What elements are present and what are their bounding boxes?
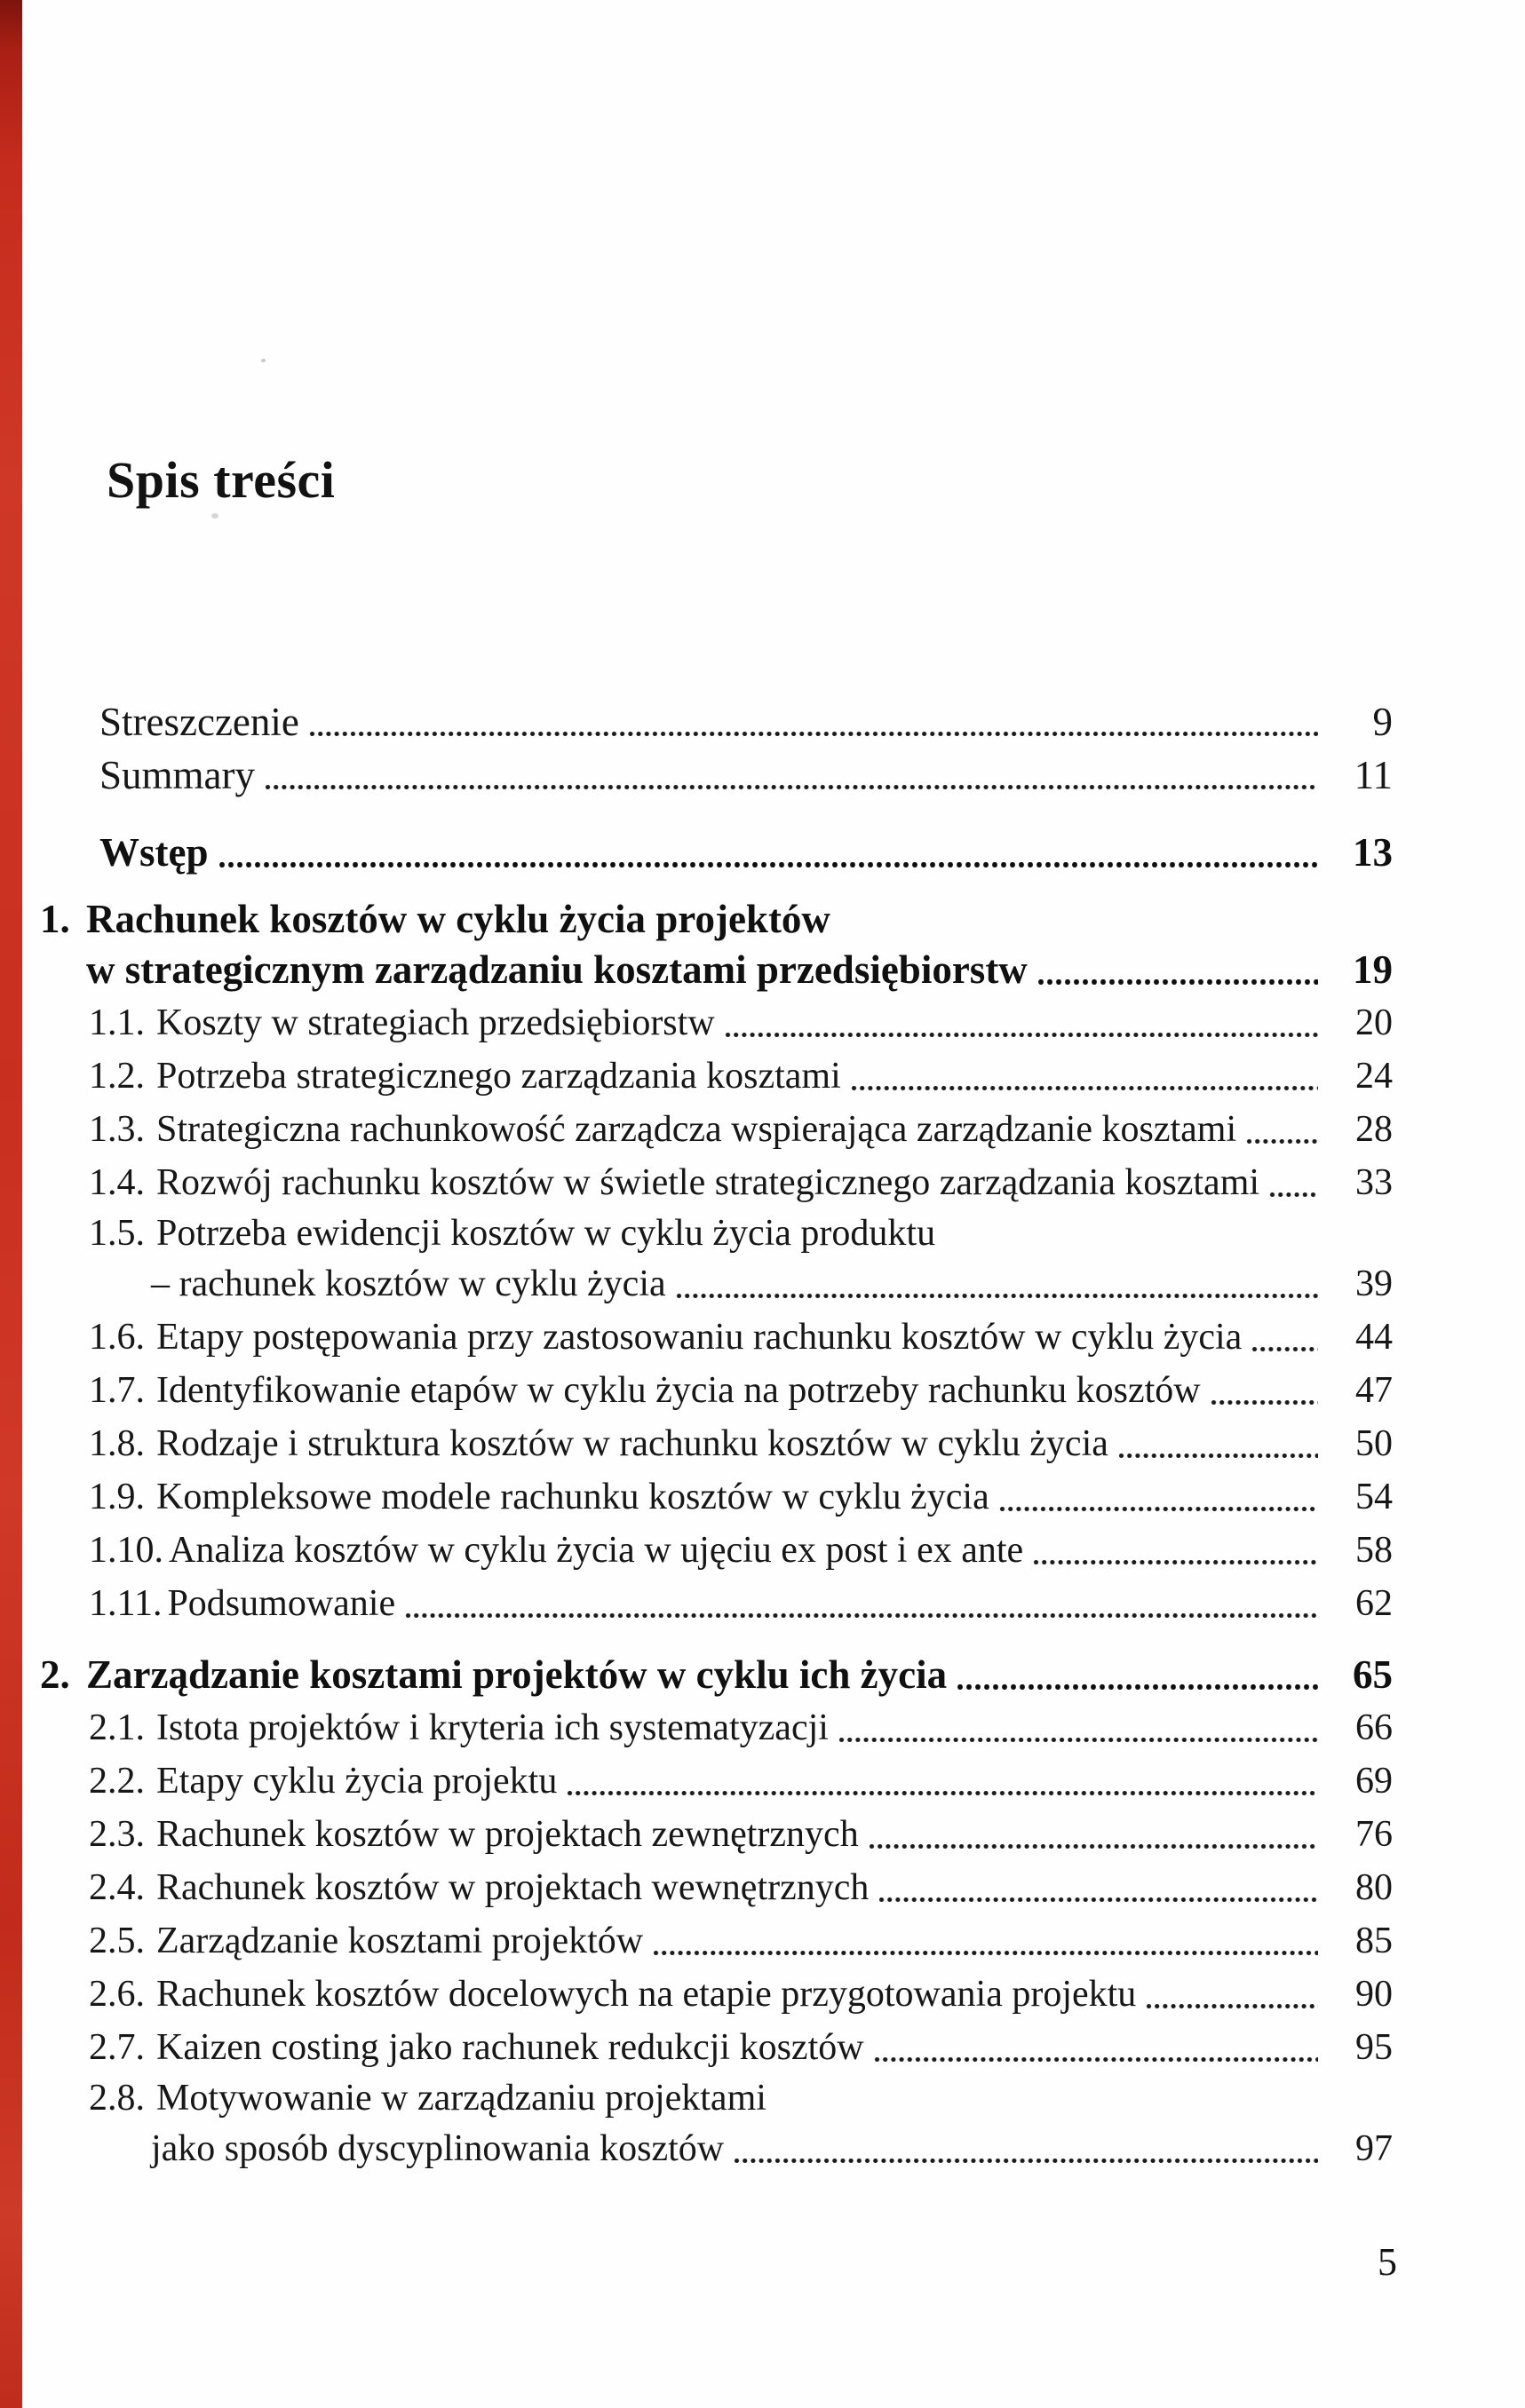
entry-label: Wstęp	[99, 830, 209, 875]
dot-leader	[564, 1755, 1318, 1808]
toc-entry	[0, 1755, 1525, 1808]
dot-leader	[848, 1050, 1318, 1103]
dot-leader	[216, 826, 1319, 879]
entry-page-number: 90	[1355, 1974, 1393, 2015]
toc-entry	[0, 1470, 1525, 1524]
entry-label: Koszty w strategiach przedsiębiorstw	[156, 1002, 715, 1043]
toc-entry	[0, 1311, 1525, 1364]
toc-entry	[0, 2074, 1525, 2122]
entry-page-number: 85	[1355, 1921, 1393, 1961]
toc-entry	[0, 1577, 1525, 1630]
entry-number: 1.5.	[89, 1213, 145, 1254]
toc-entry	[0, 1524, 1525, 1577]
entry-page-number: 11	[1354, 753, 1393, 797]
dot-leader	[866, 1808, 1318, 1861]
page-number-footer: 5	[1378, 2240, 1397, 2284]
entry-label: – rachunek kosztów w cyklu życia	[151, 1263, 666, 1304]
entry-label: w strategicznym zarządzaniu kosztami przedsiębiorstw	[86, 947, 1028, 992]
entry-number: 1.3.	[89, 1109, 145, 1150]
dot-leader	[1267, 1156, 1318, 1209]
entry-label: Potrzeba strategicznego zarządzania kosztami	[156, 1056, 841, 1097]
entry-number: 1.11.	[89, 1583, 163, 1624]
toc-entry	[0, 1701, 1525, 1755]
entry-page-number: 50	[1355, 1423, 1393, 1464]
entry-label: Rachunek kosztów docelowych na etapie przygotowania projektu	[156, 1974, 1137, 2015]
entry-number: 2.8.	[89, 2078, 145, 2119]
entry-label: Strategiczna rachunkowość zarządcza wspierająca zarządzanie kosztami	[156, 1109, 1237, 1150]
entry-number: 1.9.	[89, 1477, 145, 1517]
entry-number: 1.1.	[89, 1002, 145, 1043]
toc-entry	[0, 1417, 1525, 1470]
entry-number: 1.2.	[89, 1056, 145, 1097]
entry-label: Zarządzanie kosztami projektów	[156, 1921, 644, 1961]
dot-leader	[262, 749, 1318, 802]
entry-number: 2.2.	[89, 1761, 145, 1802]
toc-entry	[0, 2021, 1525, 2074]
toc-entry	[0, 826, 1525, 879]
entry-page-number: 58	[1355, 1530, 1393, 1571]
entry-number: 2.4.	[89, 1867, 145, 1908]
dot-leader	[997, 1470, 1318, 1524]
dot-leader	[722, 996, 1318, 1050]
toc-entry	[0, 1364, 1525, 1417]
dot-leader	[673, 1257, 1318, 1311]
entry-number: 2.5.	[89, 1921, 145, 1961]
entry-label: Kaizen costing jako rachunek redukcji kosztów	[156, 2027, 864, 2068]
entry-page-number: 80	[1355, 1867, 1393, 1908]
entry-page-number: 69	[1355, 1761, 1393, 1802]
entry-page-number: 24	[1355, 1056, 1393, 1097]
entry-label: Rachunek kosztów w projektach wewnętrznych	[156, 1867, 870, 1908]
entry-page-number: 97	[1355, 2128, 1393, 2169]
entry-page-number: 76	[1355, 1814, 1393, 1855]
entry-label: Streszczenie	[99, 700, 299, 744]
entry-page-number: 65	[1353, 1652, 1393, 1697]
entry-label: Rachunek kosztów w cyklu życia projektów	[86, 897, 830, 941]
toc-entry	[0, 1648, 1525, 1701]
entry-number: 1.	[40, 897, 70, 941]
entry-page-number: 54	[1355, 1477, 1393, 1517]
table-of-contents	[0, 695, 1525, 2175]
entry-label: Potrzeba ewidencji kosztów w cyklu życia produktu	[156, 1213, 936, 1254]
entry-number: 2.	[40, 1652, 70, 1697]
entry-label: Rodzaje i struktura kosztów w rachunku kosztów w cyklu życia	[156, 1423, 1108, 1464]
entry-number: 2.1.	[89, 1707, 145, 1748]
entry-number: 1.4.	[89, 1162, 145, 1203]
dot-leader	[402, 1577, 1318, 1630]
entry-label: Etapy postępowania przy zastosowaniu rachunku kosztów w cyklu życia	[156, 1317, 1243, 1358]
dot-leader	[731, 2122, 1318, 2175]
dot-leader	[650, 1914, 1318, 1968]
entry-number: 1.6.	[89, 1317, 145, 1358]
toc-entry	[0, 1050, 1525, 1103]
toc-entry	[0, 1156, 1525, 1209]
entry-page-number: 33	[1355, 1162, 1393, 1203]
toc-entry-continuation	[0, 943, 1525, 996]
toc-entry	[0, 749, 1525, 802]
entry-page-number: 95	[1355, 2027, 1393, 2068]
entry-page-number: 47	[1355, 1370, 1393, 1411]
toc-entry-continuation	[0, 1257, 1525, 1311]
entry-label: jako sposób dyscyplinowania kosztów	[151, 2128, 725, 2169]
entry-number: 1.10.	[89, 1530, 163, 1571]
entry-page-number: 66	[1355, 1707, 1393, 1748]
dot-leader	[876, 1861, 1318, 1914]
entry-label: Rachunek kosztów w projektach zewnętrznych	[156, 1814, 859, 1855]
dot-leader	[1243, 1103, 1318, 1156]
entry-number: 2.6.	[89, 1974, 145, 2015]
toc-entry	[0, 895, 1525, 943]
toc-entry	[0, 1808, 1525, 1861]
entry-label: Identyfikowanie etapów w cyklu życia na potrzeby rachunku kosztów	[156, 1370, 1201, 1411]
entry-label: Motywowanie w zarządzaniu projektami	[156, 2078, 766, 2119]
page-title: Spis treści	[107, 450, 336, 509]
dot-leader	[1035, 943, 1318, 996]
entry-label: Kompleksowe modele rachunku kosztów w cyklu życia	[156, 1477, 989, 1517]
entry-label: Zarządzanie kosztami projektów w cyklu ich życia	[86, 1652, 948, 1697]
dot-leader	[1208, 1364, 1318, 1417]
entry-number: 2.3.	[89, 1814, 145, 1855]
scan-speck	[211, 513, 218, 519]
entry-page-number: 9	[1372, 700, 1393, 744]
dot-leader	[1030, 1524, 1318, 1577]
toc-entry	[0, 1209, 1525, 1257]
toc-entry	[0, 996, 1525, 1050]
entry-number: 2.7.	[89, 2027, 145, 2068]
entry-page-number: 28	[1355, 1109, 1393, 1150]
entry-number: 1.8.	[89, 1423, 145, 1464]
entry-page-number: 39	[1355, 1263, 1393, 1304]
dot-leader	[1249, 1311, 1318, 1364]
dot-leader	[836, 1701, 1318, 1755]
toc-entry-continuation	[0, 2122, 1525, 2175]
entry-label: Podsumowanie	[167, 1583, 396, 1624]
entry-label: Analiza kosztów w cyklu życia w ujęciu ex post i ex ante	[169, 1530, 1024, 1571]
entry-label: Summary	[99, 753, 255, 797]
entry-number: 1.7.	[89, 1370, 145, 1411]
entry-page-number: 62	[1355, 1583, 1393, 1624]
entry-label: Istota projektów i kryteria ich systematyzacji	[156, 1707, 829, 1748]
dot-leader	[871, 2021, 1318, 2074]
toc-entry	[0, 695, 1525, 749]
entry-page-number: 44	[1355, 1317, 1393, 1358]
toc-entry	[0, 1103, 1525, 1156]
entry-label: Rozwój rachunku kosztów w świetle strategicznego zarządzania kosztami	[156, 1162, 1260, 1203]
dot-leader	[954, 1648, 1318, 1701]
toc-entry	[0, 1861, 1525, 1914]
dot-leader	[306, 695, 1318, 749]
scan-speck	[261, 359, 266, 362]
entry-label: Etapy cyklu życia projektu	[156, 1761, 558, 1802]
dot-leader	[1116, 1417, 1318, 1470]
entry-page-number: 13	[1353, 830, 1393, 875]
dot-leader	[1143, 1968, 1318, 2021]
toc-entry	[0, 1914, 1525, 1968]
entry-page-number: 20	[1355, 1002, 1393, 1043]
entry-page-number: 19	[1353, 947, 1393, 992]
toc-entry	[0, 1968, 1525, 2021]
